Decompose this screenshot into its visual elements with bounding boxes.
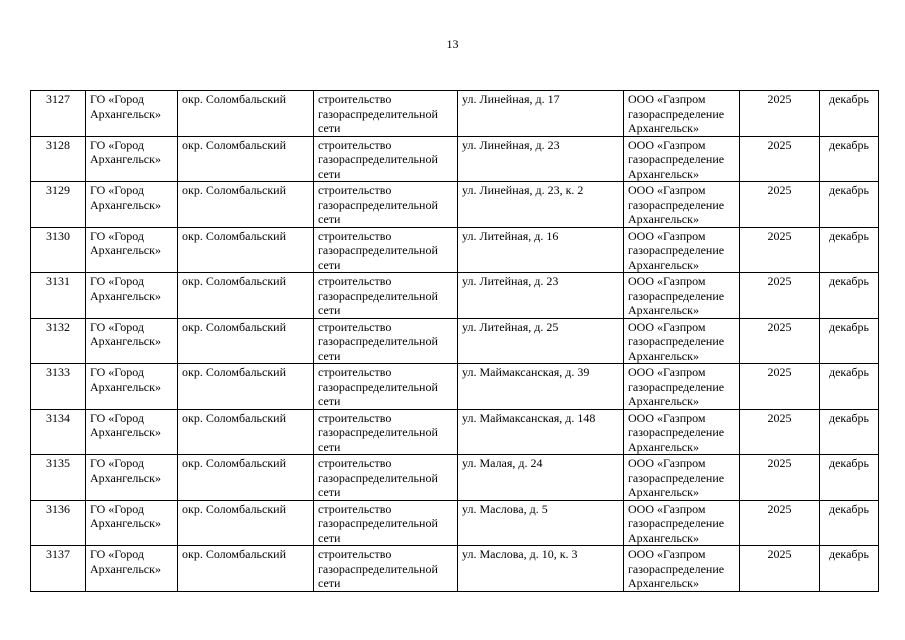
work-type-cell: строительство газораспределительной сети	[314, 455, 458, 501]
month-cell: декабрь	[820, 182, 879, 228]
row-number-cell: 3134	[31, 409, 86, 455]
table-row	[31, 318, 879, 364]
month-cell: декабрь	[820, 273, 879, 319]
district-cell: окр. Соломбальский	[178, 500, 314, 546]
address-cell: ул. Маймаксанская, д. 39	[458, 364, 624, 410]
address-cell: ул. Линейная, д. 17	[458, 91, 624, 137]
year-cell: 2025	[740, 364, 820, 410]
work-type-cell: строительство газораспределительной сети	[314, 136, 458, 182]
year-cell: 2025	[740, 136, 820, 182]
address-cell: ул. Малая, д. 24	[458, 455, 624, 501]
month-cell: декабрь	[820, 364, 879, 410]
table-row	[31, 500, 879, 546]
table-row	[31, 227, 879, 273]
work-type-cell: строительство газораспределительной сети	[314, 409, 458, 455]
year-cell: 2025	[740, 546, 820, 592]
year-cell: 2025	[740, 273, 820, 319]
row-number-cell: 3132	[31, 318, 86, 364]
organization-cell: ООО «Газпром газораспределение Архангельск»	[624, 409, 740, 455]
year-cell: 2025	[740, 500, 820, 546]
table-row	[31, 455, 879, 501]
month-cell: декабрь	[820, 455, 879, 501]
district-cell: окр. Соломбальский	[178, 364, 314, 410]
address-cell: ул. Маймаксанская, д. 148	[458, 409, 624, 455]
district-cell: окр. Соломбальский	[178, 455, 314, 501]
table-row	[31, 409, 879, 455]
district-cell: окр. Соломбальский	[178, 273, 314, 319]
district-cell: окр. Соломбальский	[178, 91, 314, 137]
municipality-cell: ГО «Город Архангельск»	[86, 136, 178, 182]
work-type-cell: строительство газораспределительной сети	[314, 273, 458, 319]
municipality-cell: ГО «Город Архангельск»	[86, 318, 178, 364]
work-type-cell: строительство газораспределительной сети	[314, 546, 458, 592]
year-cell: 2025	[740, 409, 820, 455]
year-cell: 2025	[740, 182, 820, 228]
year-cell: 2025	[740, 318, 820, 364]
address-cell: ул. Маслова, д. 5	[458, 500, 624, 546]
table-row	[31, 136, 879, 182]
row-number-cell: 3133	[31, 364, 86, 410]
organization-cell: ООО «Газпром газораспределение Архангельск»	[624, 364, 740, 410]
municipality-cell: ГО «Город Архангельск»	[86, 409, 178, 455]
district-cell: окр. Соломбальский	[178, 227, 314, 273]
month-cell: декабрь	[820, 546, 879, 592]
municipality-cell: ГО «Город Архангельск»	[86, 91, 178, 137]
year-cell: 2025	[740, 227, 820, 273]
organization-cell: ООО «Газпром газораспределение Архангельск»	[624, 500, 740, 546]
table-row	[31, 182, 879, 228]
year-cell: 2025	[740, 455, 820, 501]
work-type-cell: строительство газораспределительной сети	[314, 91, 458, 137]
municipality-cell: ГО «Город Архангельск»	[86, 273, 178, 319]
month-cell: декабрь	[820, 227, 879, 273]
address-cell: ул. Линейная, д. 23, к. 2	[458, 182, 624, 228]
month-cell: декабрь	[820, 136, 879, 182]
address-cell: ул. Литейная, д. 23	[458, 273, 624, 319]
month-cell: декабрь	[820, 91, 879, 137]
address-cell: ул. Маслова, д. 10, к. 3	[458, 546, 624, 592]
address-cell: ул. Литейная, д. 16	[458, 227, 624, 273]
work-type-cell: строительство газораспределительной сети	[314, 500, 458, 546]
row-number-cell: 3127	[31, 91, 86, 137]
municipality-cell: ГО «Город Архангельск»	[86, 182, 178, 228]
municipality-cell: ГО «Город Архангельск»	[86, 227, 178, 273]
municipality-cell: ГО «Город Архангельск»	[86, 500, 178, 546]
district-cell: окр. Соломбальский	[178, 182, 314, 228]
district-cell: окр. Соломбальский	[178, 409, 314, 455]
row-number-cell: 3135	[31, 455, 86, 501]
row-number-cell: 3130	[31, 227, 86, 273]
work-type-cell: строительство газораспределительной сети	[314, 364, 458, 410]
month-cell: декабрь	[820, 409, 879, 455]
row-number-cell: 3129	[31, 182, 86, 228]
table-row	[31, 273, 879, 319]
work-type-cell: строительство газораспределительной сети	[314, 227, 458, 273]
work-type-cell: строительство газораспределительной сети	[314, 182, 458, 228]
table-row	[31, 91, 879, 137]
organization-cell: ООО «Газпром газораспределение Архангельск»	[624, 182, 740, 228]
table-row	[31, 364, 879, 410]
organization-cell: ООО «Газпром газораспределение Архангельск»	[624, 91, 740, 137]
row-number-cell: 3128	[31, 136, 86, 182]
organization-cell: ООО «Газпром газораспределение Архангельск»	[624, 318, 740, 364]
year-cell: 2025	[740, 91, 820, 137]
row-number-cell: 3136	[31, 500, 86, 546]
district-cell: окр. Соломбальский	[178, 318, 314, 364]
organization-cell: ООО «Газпром газораспределение Архангельск»	[624, 273, 740, 319]
row-number-cell: 3137	[31, 546, 86, 592]
address-cell: ул. Линейная, д. 23	[458, 136, 624, 182]
district-cell: окр. Соломбальский	[178, 546, 314, 592]
work-type-cell: строительство газораспределительной сети	[314, 318, 458, 364]
row-number-cell: 3131	[31, 273, 86, 319]
municipality-cell: ГО «Город Архангельск»	[86, 546, 178, 592]
municipality-cell: ГО «Город Архангельск»	[86, 364, 178, 410]
organization-cell: ООО «Газпром газораспределение Архангельск»	[624, 455, 740, 501]
page-number: 13	[446, 37, 459, 51]
month-cell: декабрь	[820, 318, 879, 364]
municipality-cell: ГО «Город Архангельск»	[86, 455, 178, 501]
table-body	[31, 91, 879, 592]
month-cell: декабрь	[820, 500, 879, 546]
address-cell: ул. Литейная, д. 25	[458, 318, 624, 364]
organization-cell: ООО «Газпром газораспределение Архангельск»	[624, 136, 740, 182]
registry-table	[30, 90, 879, 592]
organization-cell: ООО «Газпром газораспределение Архангельск»	[624, 227, 740, 273]
table-row	[31, 546, 879, 592]
organization-cell: ООО «Газпром газораспределение Архангельск»	[624, 546, 740, 592]
district-cell: окр. Соломбальский	[178, 136, 314, 182]
